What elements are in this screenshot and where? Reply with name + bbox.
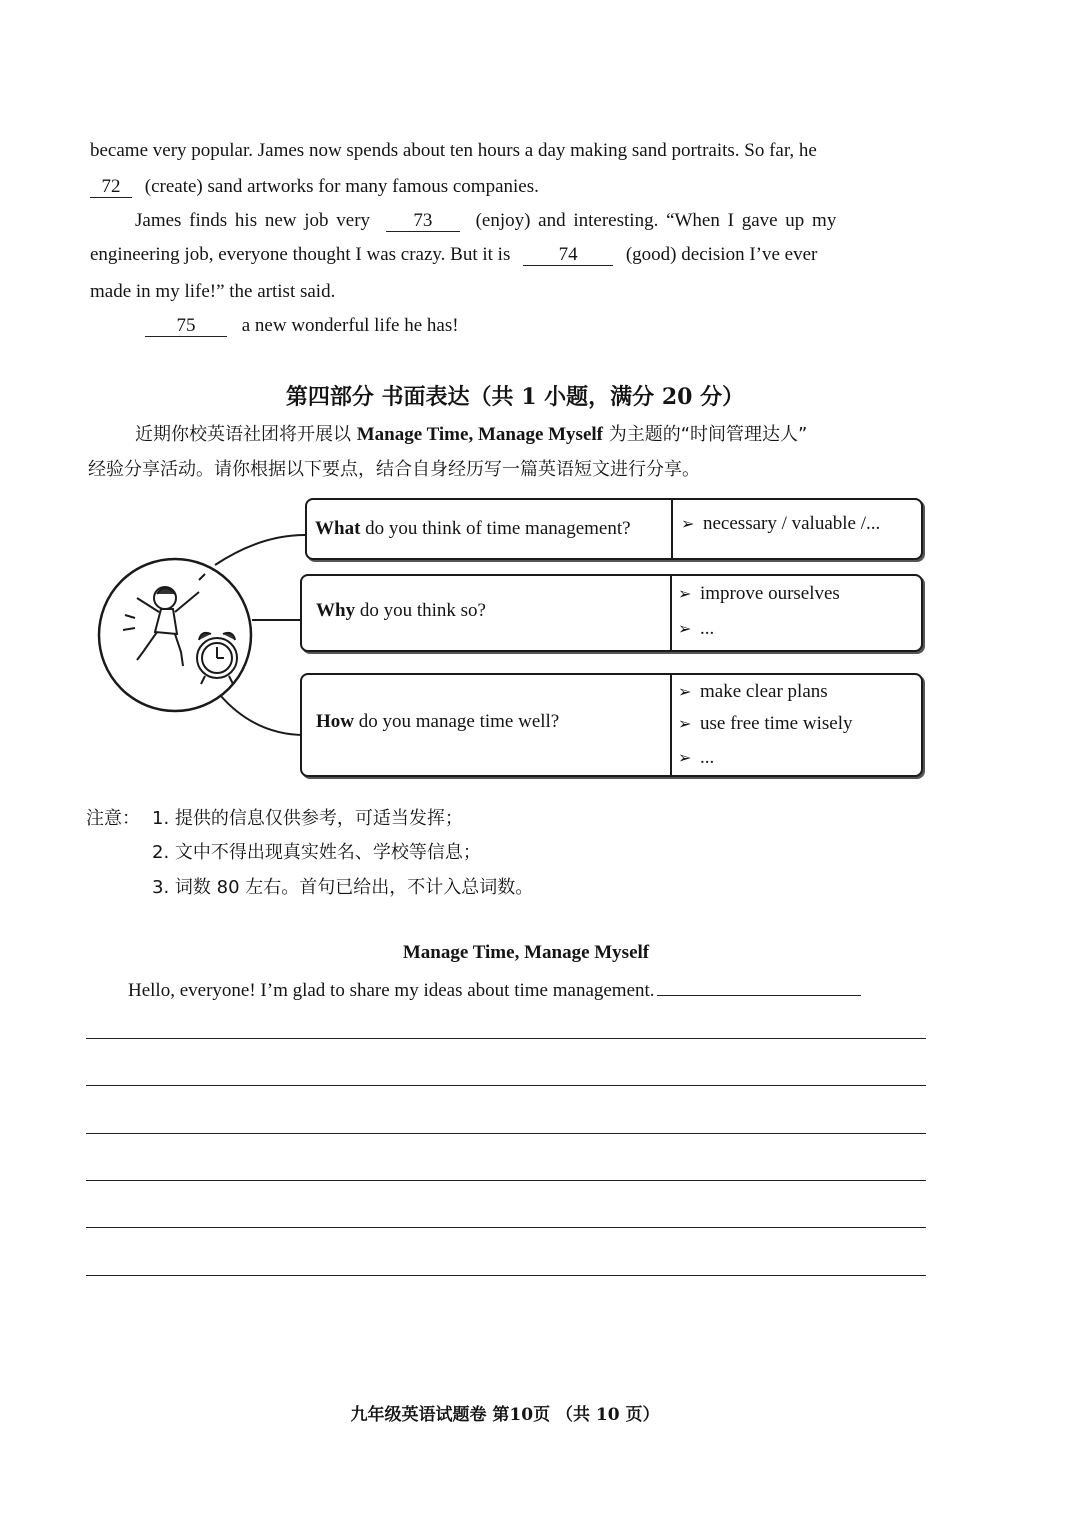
connector-line xyxy=(215,535,305,565)
blank-72[interactable]: 72 xyxy=(90,177,132,198)
mindmap-box-how xyxy=(300,673,923,777)
mindmap-box-why xyxy=(300,574,923,652)
passage-text: James finds his new job very xyxy=(135,210,371,231)
writing-line[interactable] xyxy=(86,1227,926,1228)
box-divider xyxy=(671,500,673,558)
blank-75[interactable]: 75 xyxy=(145,316,227,337)
question-keyword: Why xyxy=(316,600,356,621)
arrow-bullet-icon: ➢ xyxy=(678,748,692,767)
question-keyword: How xyxy=(316,711,354,732)
arrow-bullet-icon: ➢ xyxy=(678,619,692,638)
mindmap-illustration xyxy=(95,520,335,750)
essay-title: Manage Time, Manage Myself xyxy=(402,942,650,963)
hint-text: improve ourselves xyxy=(700,583,840,604)
writing-line[interactable] xyxy=(86,1275,926,1276)
passage-line xyxy=(90,244,817,266)
connector-line xyxy=(220,695,305,735)
arrow-bullet-icon: ➢ xyxy=(678,714,692,733)
writing-line[interactable] xyxy=(86,1133,926,1134)
passage-text: a new wonderful life he has! xyxy=(241,315,459,336)
notes-label: 注意： xyxy=(86,808,140,829)
passage-line xyxy=(135,210,836,232)
task-intro xyxy=(135,420,807,446)
hint-item xyxy=(678,747,714,769)
hint-item xyxy=(678,618,714,640)
question-how xyxy=(316,711,559,733)
question-what xyxy=(315,518,631,540)
box-divider xyxy=(670,576,672,650)
question-text: do you manage time well? xyxy=(354,711,560,732)
hint-text: ... xyxy=(700,618,715,639)
hint-item xyxy=(678,583,840,605)
passage-line xyxy=(90,176,539,198)
hint-item xyxy=(678,681,828,703)
note-item: 2. 文中不得出现真实姓名、学校等信息； xyxy=(152,842,481,863)
arrow-bullet-icon: ➢ xyxy=(678,584,692,603)
writing-line[interactable] xyxy=(86,1038,926,1039)
passage-text: (enjoy) and interesting. “When I gave up my xyxy=(475,210,837,231)
hint-text: ... xyxy=(700,747,715,768)
writing-line[interactable] xyxy=(86,1085,926,1086)
section-title: 第四部分 书面表达（共 1 小题，满分 20 分） xyxy=(285,384,745,410)
intro-text: 近期你校英语社团将开展以 xyxy=(135,424,351,445)
essay-first-line xyxy=(128,977,861,1002)
note-item: 3. 词数 80 左右。首句已给出，不计入总词数。 xyxy=(152,877,534,898)
question-why xyxy=(316,600,486,622)
hint-item xyxy=(681,513,880,535)
hint-text: make clear plans xyxy=(700,681,828,702)
box-divider xyxy=(670,675,672,775)
question-text: do you think so? xyxy=(355,600,486,621)
task-intro: 经验分享活动。请你根据以下要点，结合自身经历写一篇英语短文进行分享。 xyxy=(88,459,700,480)
blank-74[interactable]: 74 xyxy=(523,245,613,266)
arrow-bullet-icon: ➢ xyxy=(678,682,692,701)
question-keyword: What xyxy=(315,518,361,539)
hint-text: use free time wisely xyxy=(700,713,853,734)
theme-title: Manage Time, Manage Myself xyxy=(356,424,603,445)
writing-line[interactable] xyxy=(86,1180,926,1181)
mindmap-box-what xyxy=(305,498,923,560)
writing-line[interactable] xyxy=(657,977,861,996)
passage-text: engineering job, everyone thought I was crazy. But it is xyxy=(90,244,511,265)
blank-73[interactable]: 73 xyxy=(386,211,460,232)
passage-line xyxy=(145,315,459,337)
passage-text: (good) decision I’ve ever xyxy=(625,244,818,265)
hint-item xyxy=(678,713,852,735)
note-item: 1. 提供的信息仅供参考，可适当发挥； xyxy=(152,808,463,829)
question-text: do you think of time management? xyxy=(360,518,631,539)
hint-text: necessary / valuable /... xyxy=(703,513,881,534)
passage-line: became very popular. James now spends about ten hours a day making sand portraits. So far, he xyxy=(90,140,817,161)
passage-text: (create) sand artworks for many famous companies. xyxy=(144,176,539,197)
page-footer: 九年级英语试题卷 第10页 （共 10 页） xyxy=(350,1405,660,1425)
first-sentence: Hello, everyone! I’m glad to share my ideas about time management. xyxy=(128,980,655,1001)
arrow-bullet-icon: ➢ xyxy=(681,514,695,533)
intro-text: 为主题的“时间管理达人” xyxy=(608,424,808,445)
passage-line: made in my life!” the artist said. xyxy=(90,281,336,302)
